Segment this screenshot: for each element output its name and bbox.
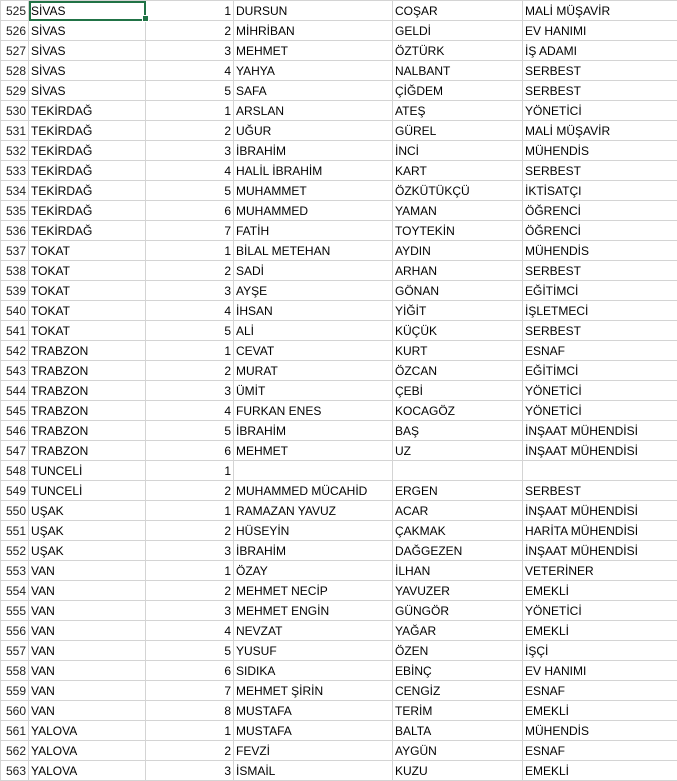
cell-first-name[interactable]: FATİH — [234, 221, 393, 241]
table-row — [1, 81, 677, 101]
table-row — [1, 661, 677, 681]
table-row — [1, 621, 677, 641]
cell-occupation[interactable]: EMEKLİ — [523, 761, 677, 781]
cell-last-name[interactable]: ÖZCAN — [393, 361, 523, 381]
cell-last-name[interactable]: KURT — [393, 341, 523, 361]
table-row — [1, 401, 677, 421]
table-row — [1, 641, 677, 661]
cell-last-name[interactable]: UZ — [393, 441, 523, 461]
cell-last-name[interactable]: BALTA — [393, 721, 523, 741]
cell-first-name[interactable]: İSMAİL — [234, 761, 393, 781]
cell-last-name[interactable]: ÖZTÜRK — [393, 41, 523, 61]
cell-first-name[interactable]: ÜMİT — [234, 381, 393, 401]
cell-occupation[interactable]: VETERİNER — [523, 561, 677, 581]
table-row — [1, 561, 677, 581]
row-header: 553 — [1, 561, 29, 581]
table-row — [1, 161, 677, 181]
row-header: 529 — [1, 81, 29, 101]
cell-first-name[interactable]: ALİ — [234, 321, 393, 341]
cell-number[interactable]: 3 — [146, 601, 234, 621]
row-header: 554 — [1, 581, 29, 601]
cell-occupation[interactable]: SERBEST — [523, 321, 677, 341]
cell-first-name[interactable]: DURSUN — [234, 1, 393, 21]
cell-number[interactable]: 2 — [146, 121, 234, 141]
cell-number[interactable]: 3 — [146, 761, 234, 781]
cell-occupation[interactable]: EMEKLİ — [523, 581, 677, 601]
cell-last-name[interactable]: KUZU — [393, 761, 523, 781]
row-header: 539 — [1, 281, 29, 301]
cell-first-name[interactable]: YUSUF — [234, 641, 393, 661]
table-row — [1, 61, 677, 81]
cell-first-name[interactable]: İBRAHİM — [234, 541, 393, 561]
cell-last-name[interactable]: GÜREL — [393, 121, 523, 141]
cell-last-name[interactable]: COŞAR — [393, 1, 523, 21]
row-header: 551 — [1, 521, 29, 541]
cell-last-name[interactable]: YİĞİT — [393, 301, 523, 321]
cell-occupation[interactable]: SERBEST — [523, 481, 677, 501]
cell-city[interactable]: TOKAT — [29, 261, 146, 281]
row-header: 550 — [1, 501, 29, 521]
cell-last-name[interactable]: GÖNAN — [393, 281, 523, 301]
cell-city[interactable]: TEKİRDAĞ — [29, 201, 146, 221]
cell-city[interactable]: VAN — [29, 601, 146, 621]
cell-number[interactable]: 7 — [146, 221, 234, 241]
cell-last-name[interactable]: KOCAGÖZ — [393, 401, 523, 421]
cell-number[interactable]: 6 — [146, 661, 234, 681]
cell-occupation[interactable]: İŞLETMECİ — [523, 301, 677, 321]
cell-city[interactable]: TEKİRDAĞ — [29, 161, 146, 181]
cell-number[interactable]: 2 — [146, 741, 234, 761]
row-header: 545 — [1, 401, 29, 421]
cell-occupation[interactable]: İKTİSATÇI — [523, 181, 677, 201]
cell-city[interactable]: TRABZON — [29, 421, 146, 441]
cell-occupation[interactable]: YÖNETİCİ — [523, 601, 677, 621]
cell-last-name[interactable]: ÇEBİ — [393, 381, 523, 401]
row-header: 544 — [1, 381, 29, 401]
row-header: 532 — [1, 141, 29, 161]
cell-occupation[interactable]: YÖNETİCİ — [523, 381, 677, 401]
table-row — [1, 481, 677, 501]
cell-number[interactable]: 7 — [146, 681, 234, 701]
cell-city[interactable]: SİVAS — [29, 1, 146, 21]
cell-occupation[interactable]: EĞİTİMCİ — [523, 361, 677, 381]
table-row — [1, 141, 677, 161]
cell-first-name[interactable]: ÖZAY — [234, 561, 393, 581]
table-row — [1, 1, 677, 21]
cell-first-name[interactable]: SIDIKA — [234, 661, 393, 681]
row-header: 527 — [1, 41, 29, 61]
row-header: 530 — [1, 101, 29, 121]
cell-last-name[interactable]: BAŞ — [393, 421, 523, 441]
cell-city[interactable]: UŞAK — [29, 541, 146, 561]
cell-occupation[interactable]: ESNAF — [523, 741, 677, 761]
table-row — [1, 221, 677, 241]
cell-number[interactable]: 2 — [146, 581, 234, 601]
cell-city[interactable]: TRABZON — [29, 361, 146, 381]
cell-first-name[interactable]: YAHYA — [234, 61, 393, 81]
cell-first-name[interactable]: NEVZAT — [234, 621, 393, 641]
cell-city[interactable]: TEKİRDAĞ — [29, 181, 146, 201]
table-row — [1, 501, 677, 521]
table-row — [1, 421, 677, 441]
row-header: 559 — [1, 681, 29, 701]
cell-last-name[interactable]: YAMAN — [393, 201, 523, 221]
cell-occupation[interactable]: EMEKLİ — [523, 621, 677, 641]
table-row — [1, 181, 677, 201]
cell-last-name[interactable]: NALBANT — [393, 61, 523, 81]
cell-first-name[interactable]: İBRAHİM — [234, 141, 393, 161]
cell-number[interactable]: 1 — [146, 461, 234, 481]
cell-first-name[interactable]: MUHAMMED — [234, 201, 393, 221]
cell-number[interactable]: 1 — [146, 501, 234, 521]
cell-first-name[interactable]: CEVAT — [234, 341, 393, 361]
cell-number[interactable]: 6 — [146, 201, 234, 221]
cell-number[interactable]: 6 — [146, 441, 234, 461]
cell-first-name[interactable] — [234, 461, 393, 481]
cell-occupation[interactable]: MALİ MÜŞAVİR — [523, 121, 677, 141]
cell-last-name[interactable]: DAĞGEZEN — [393, 541, 523, 561]
cell-first-name[interactable]: ARSLAN — [234, 101, 393, 121]
table-row — [1, 381, 677, 401]
table-row — [1, 241, 677, 261]
cell-last-name[interactable]: İLHAN — [393, 561, 523, 581]
cell-occupation[interactable]: EV HANIMI — [523, 21, 677, 41]
row-header: 543 — [1, 361, 29, 381]
cell-first-name[interactable]: MİHRİBAN — [234, 21, 393, 41]
cell-city[interactable]: SİVAS — [29, 41, 146, 61]
row-header: 562 — [1, 741, 29, 761]
cell-first-name[interactable]: MUHAMMED MÜCAHİD — [234, 481, 393, 501]
cell-city[interactable]: TRABZON — [29, 441, 146, 461]
cell-city[interactable]: TEKİRDAĞ — [29, 221, 146, 241]
cell-number[interactable]: 5 — [146, 641, 234, 661]
cell-city[interactable]: SİVAS — [29, 81, 146, 101]
cell-occupation[interactable]: İNŞAAT MÜHENDİSİ — [523, 541, 677, 561]
row-header: 560 — [1, 701, 29, 721]
table-row — [1, 21, 677, 41]
cell-number[interactable]: 5 — [146, 421, 234, 441]
row-header: 531 — [1, 121, 29, 141]
cell-city[interactable]: TUNCELİ — [29, 481, 146, 501]
row-header: 561 — [1, 721, 29, 741]
cell-last-name[interactable]: YAĞAR — [393, 621, 523, 641]
cell-first-name[interactable]: SADİ — [234, 261, 393, 281]
row-header: 546 — [1, 421, 29, 441]
cell-last-name[interactable]: KART — [393, 161, 523, 181]
row-header: 541 — [1, 321, 29, 341]
row-header: 538 — [1, 261, 29, 281]
cell-city[interactable]: SİVAS — [29, 21, 146, 41]
cell-last-name[interactable] — [393, 461, 523, 481]
cell-city[interactable]: TRABZON — [29, 341, 146, 361]
cell-number[interactable]: 5 — [146, 181, 234, 201]
table-row — [1, 341, 677, 361]
row-header: 548 — [1, 461, 29, 481]
cell-city[interactable]: VAN — [29, 561, 146, 581]
cell-first-name[interactable]: MEHMET — [234, 441, 393, 461]
cell-number[interactable]: 2 — [146, 21, 234, 41]
cell-last-name[interactable]: ÇİĞDEM — [393, 81, 523, 101]
cell-number[interactable]: 1 — [146, 241, 234, 261]
cell-last-name[interactable]: ÖZEN — [393, 641, 523, 661]
cell-occupation[interactable]: İNŞAAT MÜHENDİSİ — [523, 441, 677, 461]
cell-city[interactable]: VAN — [29, 581, 146, 601]
cell-first-name[interactable]: RAMAZAN YAVUZ — [234, 501, 393, 521]
cell-first-name[interactable]: MURAT — [234, 361, 393, 381]
row-header: 537 — [1, 241, 29, 261]
cell-first-name[interactable]: SAFA — [234, 81, 393, 101]
cell-occupation[interactable]: SERBEST — [523, 61, 677, 81]
cell-number[interactable]: 3 — [146, 41, 234, 61]
cell-first-name[interactable]: MEHMET NECİP — [234, 581, 393, 601]
row-header: 556 — [1, 621, 29, 641]
cell-first-name[interactable]: HALİL İBRAHİM — [234, 161, 393, 181]
cell-city[interactable]: YALOVA — [29, 721, 146, 741]
cell-city[interactable]: VAN — [29, 661, 146, 681]
row-header: 542 — [1, 341, 29, 361]
cell-city[interactable]: TEKİRDAĞ — [29, 141, 146, 161]
cell-occupation[interactable]: EMEKLİ — [523, 701, 677, 721]
cell-last-name[interactable]: KÜÇÜK — [393, 321, 523, 341]
table-row — [1, 281, 677, 301]
cell-occupation[interactable]: SERBEST — [523, 161, 677, 181]
cell-city[interactable]: UŞAK — [29, 521, 146, 541]
cell-occupation[interactable]: YÖNETİCİ — [523, 401, 677, 421]
cell-last-name[interactable]: ACAR — [393, 501, 523, 521]
cell-occupation[interactable]: MÜHENDİS — [523, 721, 677, 741]
cell-first-name[interactable]: İHSAN — [234, 301, 393, 321]
cell-number[interactable]: 3 — [146, 141, 234, 161]
cell-last-name[interactable]: TOYTEKİN — [393, 221, 523, 241]
cell-city[interactable]: TRABZON — [29, 401, 146, 421]
cell-occupation[interactable]: ÖĞRENCİ — [523, 201, 677, 221]
table-row — [1, 701, 677, 721]
cell-number[interactable]: 2 — [146, 261, 234, 281]
cell-number[interactable]: 1 — [146, 1, 234, 21]
cell-occupation[interactable]: MÜHENDİS — [523, 241, 677, 261]
table-row — [1, 301, 677, 321]
cell-city[interactable]: YALOVA — [29, 761, 146, 781]
cell-city[interactable]: TOKAT — [29, 301, 146, 321]
cell-city[interactable]: YALOVA — [29, 741, 146, 761]
cell-number[interactable]: 5 — [146, 81, 234, 101]
cell-city[interactable]: VAN — [29, 701, 146, 721]
table-row — [1, 681, 677, 701]
cell-occupation[interactable]: ESNAF — [523, 341, 677, 361]
cell-first-name[interactable]: BİLAL METEHAN — [234, 241, 393, 261]
cell-occupation[interactable]: SERBEST — [523, 81, 677, 101]
table-row — [1, 461, 677, 481]
cell-last-name[interactable]: AYDIN — [393, 241, 523, 261]
cell-last-name[interactable]: ERGEN — [393, 481, 523, 501]
cell-occupation[interactable]: İNŞAAT MÜHENDİSİ — [523, 501, 677, 521]
row-header: 536 — [1, 221, 29, 241]
table-row — [1, 741, 677, 761]
cell-city[interactable]: VAN — [29, 681, 146, 701]
table-row — [1, 121, 677, 141]
row-header: 549 — [1, 481, 29, 501]
cell-last-name[interactable]: ÖZKÜTÜKÇÜ — [393, 181, 523, 201]
cell-number[interactable]: 4 — [146, 621, 234, 641]
cell-number[interactable]: 4 — [146, 401, 234, 421]
row-header: 526 — [1, 21, 29, 41]
cell-last-name[interactable]: YAVUZER — [393, 581, 523, 601]
cell-number[interactable]: 1 — [146, 101, 234, 121]
row-header: 555 — [1, 601, 29, 621]
cell-last-name[interactable]: AYGÜN — [393, 741, 523, 761]
row-header: 528 — [1, 61, 29, 81]
cell-last-name[interactable]: EBİNÇ — [393, 661, 523, 681]
cell-first-name[interactable]: MUSTAFA — [234, 721, 393, 741]
cell-number[interactable]: 2 — [146, 361, 234, 381]
cell-number[interactable]: 5 — [146, 321, 234, 341]
cell-city[interactable]: TUNCELİ — [29, 461, 146, 481]
cell-occupation[interactable]: ÖĞRENCİ — [523, 221, 677, 241]
cell-first-name[interactable]: MUHAMMET — [234, 181, 393, 201]
cell-number[interactable]: 2 — [146, 481, 234, 501]
cell-first-name[interactable]: HÜSEYİN — [234, 521, 393, 541]
cell-first-name[interactable]: MEHMET — [234, 41, 393, 61]
cell-first-name[interactable]: İBRAHİM — [234, 421, 393, 441]
cell-occupation[interactable]: EĞİTİMCİ — [523, 281, 677, 301]
table-row — [1, 581, 677, 601]
cell-occupation[interactable]: YÖNETİCİ — [523, 101, 677, 121]
cell-city[interactable]: TOKAT — [29, 241, 146, 261]
cell-number[interactable]: 8 — [146, 701, 234, 721]
cell-occupation[interactable]: MALİ MÜŞAVİR — [523, 1, 677, 21]
table-row — [1, 261, 677, 281]
cell-number[interactable]: 1 — [146, 341, 234, 361]
fill-handle[interactable] — [142, 15, 149, 22]
row-header: 558 — [1, 661, 29, 681]
cell-number[interactable]: 4 — [146, 61, 234, 81]
cell-number[interactable]: 3 — [146, 381, 234, 401]
cell-city[interactable]: TOKAT — [29, 281, 146, 301]
cell-last-name[interactable]: GELDİ — [393, 21, 523, 41]
cell-occupation[interactable]: HARİTA MÜHENDİSİ — [523, 521, 677, 541]
cell-number[interactable]: 4 — [146, 301, 234, 321]
cell-occupation[interactable]: ESNAF — [523, 681, 677, 701]
row-header: 525 — [1, 1, 29, 21]
cell-number[interactable]: 1 — [146, 721, 234, 741]
table-row — [1, 521, 677, 541]
table-row — [1, 761, 677, 781]
table-row — [1, 601, 677, 621]
table-row — [1, 321, 677, 341]
row-header: 563 — [1, 761, 29, 781]
table-row — [1, 41, 677, 61]
row-header: 552 — [1, 541, 29, 561]
row-header: 547 — [1, 441, 29, 461]
cell-city[interactable]: SİVAS — [29, 61, 146, 81]
table-row — [1, 101, 677, 121]
cell-last-name[interactable]: İNCİ — [393, 141, 523, 161]
cell-number[interactable]: 3 — [146, 541, 234, 561]
cell-occupation[interactable]: EV HANIMI — [523, 661, 677, 681]
cell-city[interactable]: TOKAT — [29, 321, 146, 341]
cell-occupation[interactable]: İNŞAAT MÜHENDİSİ — [523, 421, 677, 441]
cell-last-name[interactable]: CENGİZ — [393, 681, 523, 701]
cell-number[interactable]: 3 — [146, 281, 234, 301]
row-header: 535 — [1, 201, 29, 221]
row-header: 534 — [1, 181, 29, 201]
table-row — [1, 721, 677, 741]
cell-first-name[interactable]: MUSTAFA — [234, 701, 393, 721]
cell-first-name[interactable]: AYŞE — [234, 281, 393, 301]
cell-city[interactable]: TRABZON — [29, 381, 146, 401]
row-header: 540 — [1, 301, 29, 321]
cell-number[interactable]: 4 — [146, 161, 234, 181]
cell-last-name[interactable]: ATEŞ — [393, 101, 523, 121]
cell-occupation[interactable] — [523, 461, 677, 481]
cell-first-name[interactable]: FEVZİ — [234, 741, 393, 761]
cell-last-name[interactable]: TERİM — [393, 701, 523, 721]
cell-number[interactable]: 2 — [146, 521, 234, 541]
cell-first-name[interactable]: MEHMET ŞİRİN — [234, 681, 393, 701]
cell-city[interactable]: VAN — [29, 621, 146, 641]
cell-first-name[interactable]: FURKAN ENES — [234, 401, 393, 421]
table-row — [1, 201, 677, 221]
cell-city[interactable]: TEKİRDAĞ — [29, 121, 146, 141]
cell-last-name[interactable]: ÇAKMAK — [393, 521, 523, 541]
cell-number[interactable]: 1 — [146, 561, 234, 581]
cell-occupation[interactable]: İŞÇİ — [523, 641, 677, 661]
cell-city[interactable]: TEKİRDAĞ — [29, 101, 146, 121]
cell-last-name[interactable]: GÜNGÖR — [393, 601, 523, 621]
row-header: 557 — [1, 641, 29, 661]
cell-last-name[interactable]: ARHAN — [393, 261, 523, 281]
table-row — [1, 541, 677, 561]
table-row — [1, 441, 677, 461]
row-header: 533 — [1, 161, 29, 181]
cell-occupation[interactable]: MÜHENDİS — [523, 141, 677, 161]
cell-first-name[interactable]: UĞUR — [234, 121, 393, 141]
cell-city[interactable]: UŞAK — [29, 501, 146, 521]
cell-city[interactable]: VAN — [29, 641, 146, 661]
cell-occupation[interactable]: İŞ ADAMI — [523, 41, 677, 61]
cell-first-name[interactable]: MEHMET ENGİN — [234, 601, 393, 621]
cell-occupation[interactable]: SERBEST — [523, 261, 677, 281]
table-row — [1, 361, 677, 381]
